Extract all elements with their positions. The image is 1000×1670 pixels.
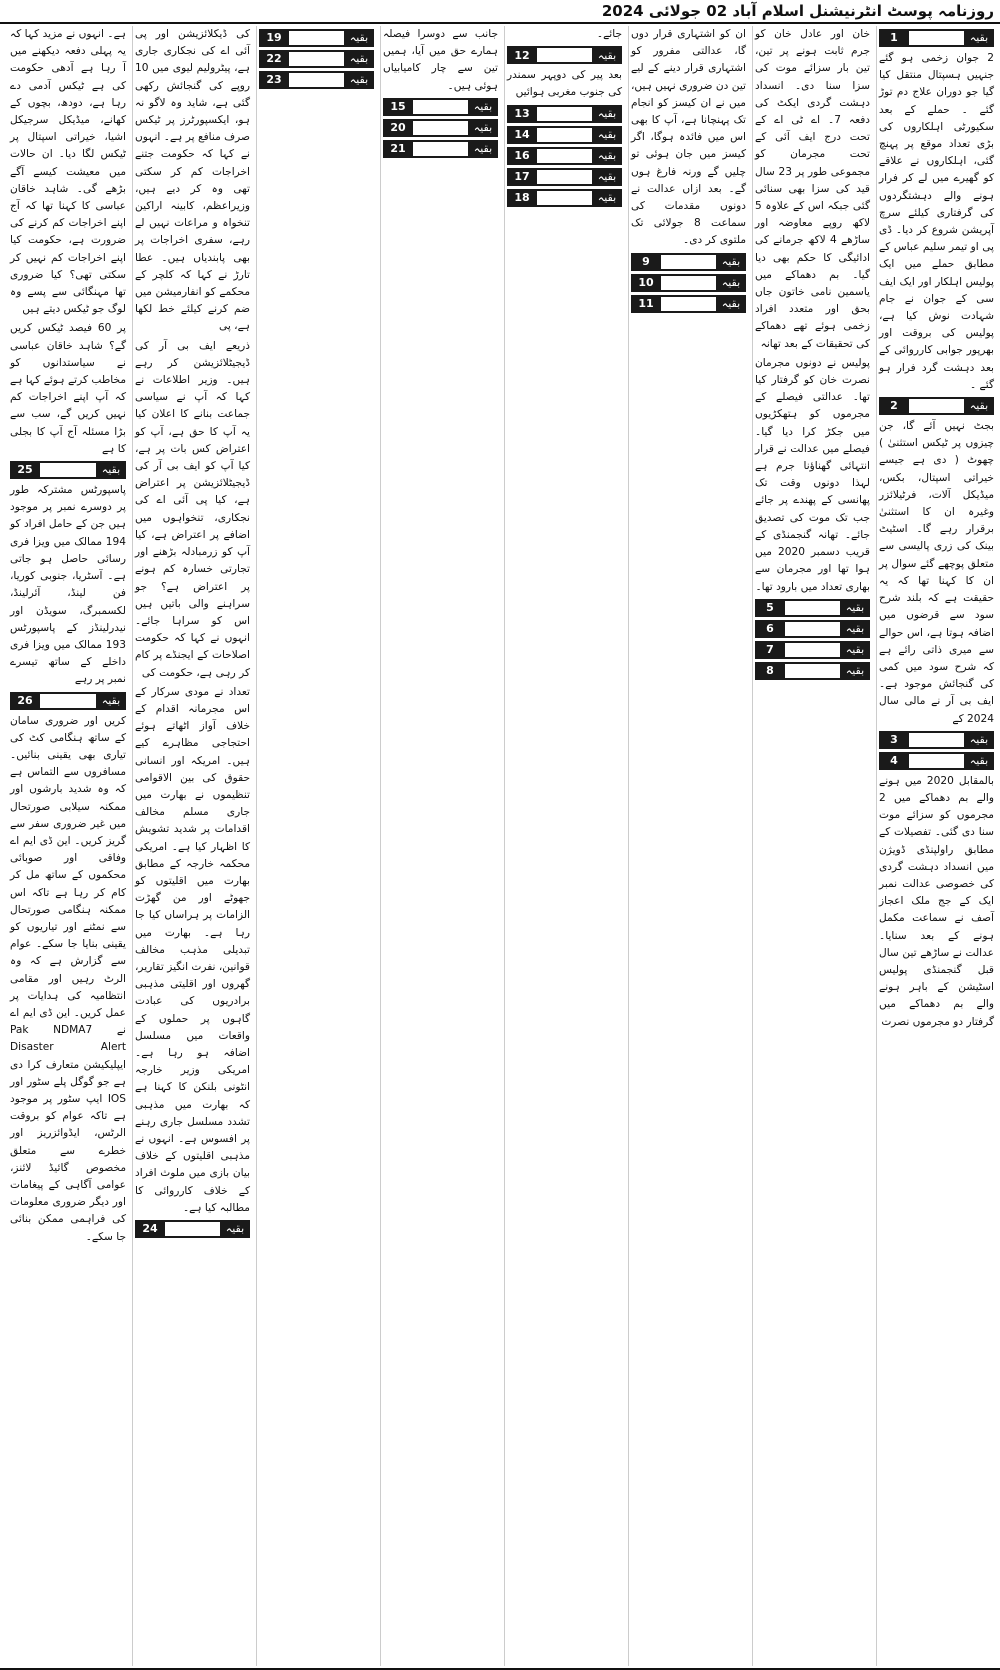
column xyxy=(752,26,872,1666)
continuation-number: 15 xyxy=(390,100,406,114)
continuation-label: بقیہ xyxy=(349,52,369,66)
continuation-label: بقیہ xyxy=(473,142,493,156)
article-text: ان کو اشتہاری قرار دوں گا، عدالتی مفرور کو اشتہاری قرار دینے کے لیے تین دن ضروری نہیں ہیں، میں نے ان کیسز کو انجام تک پہنچانا ہے، آپ کا بھی اس میں فائدہ ہوگا، اگر کیسز میں جان ہوئی تو چلیں گے ورنہ فارغ ہوں گے۔ بعد ازاں عدالت نے دونوں مقدمات کی سماعت 8 جولائی تک ملتوی کر دی۔ xyxy=(631,28,746,247)
continuation-number: 24 xyxy=(142,1222,158,1236)
continuation-box xyxy=(135,1220,250,1238)
box-blank xyxy=(413,142,468,156)
continuation-number: 3 xyxy=(890,733,898,747)
continuation-box xyxy=(507,189,622,207)
article-text: جانب سے دوسرا فیصلہ ہمارے حق میں آیا، ہمیں تین سے چار کامیابیاں ہوئی ہیں۔ xyxy=(383,28,498,92)
continuation-number: 9 xyxy=(642,255,650,269)
continuation-box xyxy=(879,397,994,415)
article-text: پولیس نے دونوں مجرمان نصرت خان کو گرفتار کیا تھا۔ عدالتی فیصلے کے مجرموں کو ہتھکڑیوں میں جکڑ کرا دیا گیا۔ فیصلے میں عدالت نے قرار انتہائی گھناؤنا جرم ہے لہذا دونوں وقت تک پھانسی کے پھندے پر جائے جب تک موت کی تصدیق جائے۔ تھانہ گنجمنڈی کے قریب دسمبر 2020 میں ہوا تھا اور مجرمان سے بھاری تعداد میں بارود تھا۔ xyxy=(755,356,870,593)
box-blank xyxy=(537,170,592,184)
continuation-label: بقیہ xyxy=(225,1222,245,1236)
continuation-number: 5 xyxy=(766,601,774,615)
continuation-number: 20 xyxy=(390,121,406,135)
column xyxy=(256,26,376,1666)
continuation-number: 22 xyxy=(266,52,282,66)
continuation-number: 7 xyxy=(766,643,774,657)
column xyxy=(876,26,996,1666)
continuation-box xyxy=(259,29,374,47)
article-text: تعداد نے مودی سرکار کے اس مجرمانہ اقدام کے خلاف آواز اٹھاتے ہوئے احتجاجی مظاہرے کیے ہیں۔ امریکہ اور انسانی حقوق کی بین الاقوامی تنظیموں نے بھارت میں جاری مسلم مخالف اقدامات پر شدید تشویش کا اظہار کیا ہے۔ امریکی محکمہ خارجہ کے مطابق بھارت میں اقلیتوں کو جھوٹے اور من گھڑت الزامات پر ہراساں کیا جا رہا ہے۔ بھارت میں تبدیلی مذہب مخالف قوانین، نفرت انگیز تقاریر، گھروں اور اقلیتی مذہبی برادریوں کی عبادت گاہوں پر حملوں کے واقعات میں مسلسل اضافہ ہو رہا ہے۔ امریکی وزیر خارجہ انٹونی بلنکن کا کہنا ہے کہ بھارت میں مذہبی تشدد مسلسل جاری رہنے پر افسوس ہے۔ انہوں نے مذہبی اقلیتوں کے خلاف بیان بازی میں ملوث افراد کے خلاف کارروائی کا مطالبہ کیا ہے۔ xyxy=(135,685,250,1214)
column xyxy=(504,26,624,1666)
masthead xyxy=(0,0,1000,24)
continuation-box xyxy=(879,731,994,749)
continuation-number: 10 xyxy=(638,276,654,290)
article-text: بعد پیر کی دوپہر سمندر کی جنوب مغربی ہوائیں xyxy=(507,69,622,99)
article-text: ذریعے ایف بی آر کی ڈیجیٹلائزیشن کر رہے ہیں۔ وزیر اطلاعات نے کہا کہ آپ نے سیاسی جماعت بنانے کا اعلان کیا یہ آپ کا حق ہے، آپ کو اعتراض کس بات پر ہے، کیا آپ کو ایف بی آر کی ڈیجیٹلائزیشن پر اعتراض ہے، کیا پی آئی اے کی نجکاری، تنخواہوں میں اضافے پر اعتراض ہے، کیا آپ کو زرمبادلہ بڑھنے اور تجارتی خسارہ کم ہونے پر اعتراض ہے؟ جو سراہنے والی باتیں ہیں اس کو سراہا جائے۔ انہوں نے کہا کہ حکومت اصلاحات کے ایجنڈے پر کام کر رہی ہے، حکومت کی xyxy=(135,339,250,679)
box-blank xyxy=(537,149,592,163)
continuation-label: بقیہ xyxy=(597,48,617,62)
continuation-label: بقیہ xyxy=(845,664,865,678)
continuation-box xyxy=(383,119,498,137)
continuation-label: بقیہ xyxy=(597,128,617,141)
continuation-box xyxy=(631,295,746,313)
continuation-number: 21 xyxy=(390,142,406,156)
continuation-label: بقیہ xyxy=(101,693,121,707)
box-blank xyxy=(413,100,468,114)
continuation-number: 18 xyxy=(514,191,530,204)
continuation-number: 25 xyxy=(17,463,33,477)
continuation-number: 11 xyxy=(638,297,654,311)
article-text: کی ڈیکلائزیشن اور پی آئی اے کی نجکاری جاری ہے، پیٹرولیم لیوی میں 10 روپے کی گنجائش رکھی گئی ہے، شاید وہ لاگو نہ ہو، ایکسپورٹرز پر ٹیکس صرف منافع پر ہے۔ انہوں نے کہا کہ حکومت جتنے اخراجات کم کر سکتی تھی وہ کر دیے ہیں، وزیراعظم، کابینہ اراکین تنخواہ و مراعات نہیں لے رہے، سفری اخراجات پر بھی پابندیاں ہیں۔ عطا تارڑ نے کہا کہ کلچر کے محکمے کو انفارمیشن میں ضم کرنے کیلئے خط لکھا ہے، پی xyxy=(135,28,250,333)
continuation-label: بقیہ xyxy=(597,191,617,204)
box-blank xyxy=(909,399,964,413)
box-blank xyxy=(40,694,96,708)
box-blank xyxy=(661,297,716,311)
article-text: بجٹ نہیں آئے گا، جن چیزوں پر ٹیکس استثنیٰ ) چھوٹ ( دی ہے جیسے خیراتی اسپتال، بکس، میڈیکل آلات، فرٹیلائزر وغیرہ ان کا استثنیٰ برقرار رہے گا۔ اسٹیٹ بینک کی زری پالیسی سے متعلق پوچھے گئے سوال پر ان کا کہنا تھا کہ یہ حقیقت ہے کہ بلند شرح سود سے قرضوں میں اضافہ ہوتا ہے، اس حوالے سے میری ذاتی رائے ہے کہ شرح سود میں کمی کی گنجائش موجود ہے۔ ایف بی آر نے مالی سال 2024 کے xyxy=(879,420,994,725)
continuation-box xyxy=(507,105,622,123)
box-blank xyxy=(909,733,964,747)
continuation-label: بقیہ xyxy=(845,601,865,615)
box-blank xyxy=(909,754,964,768)
continuation-label: بقیہ xyxy=(969,754,989,768)
article-text: پاسپورٹس مشترکہ طور پر دوسرے نمبر پر موجود ہیں جن کے حامل افراد کو 194 ممالک میں ویزا فری رسائی حاصل ہو جاتی ہے۔ آسٹریا، جنوبی کوریا، فن لینڈ، آئرلینڈ، لکسمبرگ، سویڈن اور نیدرلینڈز کے پاسپورٹس 193 ممالک میں ویزا فری داخلے کے ساتھ تیسرے نمبر پر رہے xyxy=(10,484,126,686)
box-blank xyxy=(289,31,344,45)
continuation-label: بقیہ xyxy=(721,276,741,290)
article-text: ہے۔ انہوں نے مزید کہا کہ یہ پہلی دفعہ دیکھنے میں آ رہا ہے آدھی حکومت کی ہے ٹیکس آدمی دے رہا ہے، دودھ، بچوں کے کھانے، میڈیکل سرجیکل اشیا، خیراتی اسپتال پر ٹیکس لگا دیا۔ ان حالات میں معیشت کیسے آگے بڑھے گی۔ شاہد خاقان عباسی کا کہنا تھا کہ آج اپنے اخراجات کم کرنے کی ضرورت ہے، حکومت کیا اپنے اخراجات کم نہیں کر سکتی تھی؟ کیا ضروری تھا مہنگائی سے پسے وہ لوگ جو ٹیکس دیتے ہیں xyxy=(10,28,126,316)
continuation-box xyxy=(631,274,746,292)
continuation-label: بقیہ xyxy=(969,733,989,747)
box-blank xyxy=(661,276,716,290)
article-text: جائے۔ xyxy=(596,28,622,40)
continuation-number: 23 xyxy=(266,73,282,87)
continuation-number: 19 xyxy=(266,31,282,45)
box-blank xyxy=(785,664,840,678)
continuation-box xyxy=(259,71,374,89)
continuation-number: 17 xyxy=(514,170,530,183)
column xyxy=(8,26,128,1666)
continuation-box xyxy=(10,692,126,710)
box-blank xyxy=(909,31,964,45)
continuation-box xyxy=(755,620,870,638)
continuation-label: بقیہ xyxy=(597,107,617,120)
continuation-label: بقیہ xyxy=(969,399,989,413)
continuation-number: 1 xyxy=(890,31,898,45)
continuation-box xyxy=(383,98,498,116)
continuation-label: بقیہ xyxy=(845,622,865,636)
continuation-number: 16 xyxy=(514,149,530,162)
box-blank xyxy=(661,255,716,269)
column xyxy=(132,26,252,1666)
continuation-label: بقیہ xyxy=(349,73,369,87)
column xyxy=(628,26,748,1666)
box-blank xyxy=(537,191,592,205)
continuation-label: بقیہ xyxy=(101,463,121,477)
continuation-box xyxy=(383,140,498,158)
continuation-box xyxy=(879,29,994,47)
continuation-box xyxy=(507,46,622,64)
continuation-label: بقیہ xyxy=(969,31,989,45)
continuation-box xyxy=(10,461,126,479)
continuation-label: بقیہ xyxy=(473,100,493,114)
continuation-box xyxy=(755,599,870,617)
continuation-box xyxy=(507,147,622,165)
columns-container xyxy=(4,26,996,1666)
box-blank xyxy=(785,601,840,615)
continuation-box xyxy=(631,253,746,271)
continuation-number: 8 xyxy=(766,664,774,678)
continuation-box xyxy=(879,752,994,770)
continuation-box xyxy=(507,126,622,144)
continuation-box xyxy=(507,168,622,186)
box-blank xyxy=(537,128,592,142)
article-text: بالمقابل 2020 میں ہونے والے بم دھماکے میں 2 مجرموں کو سزائے موت سنا دی گئی۔ تفصیلات کے مطابق راولپنڈی ڈویژن میں انسداد دہشت گردی کی خصوصی عدالت نمبر ایک کے جج ملک اعجاز آصف نے سماعت مکمل ہونے کے بعد سنایا۔ عدالت نے ساڑھے تین سال قبل گنجمنڈی پولیس اسٹیشن کے باہر ہونے والے بم دھماکے میں گرفتار دو مجرموں نصرت xyxy=(879,774,994,1028)
continuation-number: 12 xyxy=(514,48,530,62)
continuation-box xyxy=(755,662,870,680)
box-blank xyxy=(289,52,344,66)
continuation-number: 14 xyxy=(514,128,530,141)
continuation-label: بقیہ xyxy=(721,255,741,269)
newspaper-title: روزنامہ پوسٹ انٹرنیشنل اسلام آباد 02 جولائی 2024 xyxy=(601,2,994,20)
continuation-number: 26 xyxy=(17,693,33,707)
continuation-label: بقیہ xyxy=(597,149,617,162)
article-text: خان اور عادل خان کو جرم ثابت ہونے پر تین، تین بار سزائے موت کی سزا سنا دی۔ انسداد دہشت گردی ایکٹ کی دفعہ 7۔ اے ٹی اے کے تحت درج ایف آئی کے تحت مجرمان کو مجموعی طور پر 23 سال قید کی سزا بھی سنائی گئی جبکہ اس کے علاوہ 5 لاکھ روپے معاوضہ اور ساڑھے 4 لاکھ جرمانے کی ادائیگی کا حکم بھی دیا گیا۔ بم دھماکے میں یاسمین نامی خاتون جاں بحق اور متعدد افراد زخمی ہوئے تھے دھماکے کی تحقیقات کے بعد تھانہ xyxy=(755,28,871,350)
continuation-number: 2 xyxy=(890,399,898,413)
article-text: پر 60 فیصد ٹیکس کریں گے؟ شاہد خاقان عباسی نے سیاستدانوں کو مخاطب کرتے ہوئے کہا ہے کہ آپ اپنے اخراجات کم نہیں کریں گے، سب سے بڑا مسئلہ آج آپ کا بجلی کا ہے xyxy=(10,322,126,455)
continuation-label: بقیہ xyxy=(597,170,617,183)
continuation-box xyxy=(259,50,374,68)
continuation-box xyxy=(755,641,870,659)
box-blank xyxy=(785,643,840,657)
box-blank xyxy=(40,463,96,477)
column xyxy=(380,26,500,1666)
article-text: 2 جوان زخمی ہو گئے جنہیں ہسپتال منتقل کیا گیا جو دوران علاج دم توڑ گئے ۔ حملے کے بعد سکیورٹی اہلکاروں کی بڑی تعداد موقع پر پہنچ گئی، اہلکاروں نے علاقے کو گھیرے میں لے کر فرار ہونے والے دہشتگردوں کی گرفتاری کیلئے سرچ آپریشن شروع کر دیا۔ ڈی پی او تیمر سلیم عباس کے مطابق حملے میں ایک پولیس اہلکار اور ایک ایف سی کے جوان نے جام شہادت نوش کیا ہے، پولیس کی بروقت اور بھرپور جوابی کارروائی کے بعد دہشت گرد فرار ہو گئے ۔ xyxy=(879,52,994,391)
box-blank xyxy=(289,73,344,87)
continuation-label: بقیہ xyxy=(473,121,493,135)
continuation-label: بقیہ xyxy=(721,297,741,311)
box-blank xyxy=(785,622,840,636)
continuation-number: 4 xyxy=(890,754,898,768)
box-blank xyxy=(537,48,592,62)
continuation-label: بقیہ xyxy=(349,31,369,45)
box-blank xyxy=(537,107,592,121)
continuation-number: 13 xyxy=(514,107,530,120)
continuation-label: بقیہ xyxy=(845,643,865,657)
article-text: کریں اور ضروری سامان کے ساتھ ہنگامی کٹ کی تیاری بھی یقینی بنائیں۔ مسافروں سے التماس ہے کہ وہ شدید بارشوں اور ممکنہ سیلابی صورتحال میں غیر ضروری سفر سے گریز کریں۔ این ڈی ایم اے وفاقی اور صوبائی محکموں کے ساتھ مل کر کام کر رہا ہے تاکہ اس ممکنہ ہنگامی صورتحال سے نمٹنے اور تیاریوں کو یقینی بنایا جا سکے۔ عوام سے گزارش ہے کہ وہ الرٹ رہیں اور مقامی انتظامیہ کی ہدایات پر عمل کریں۔ این ڈی ایم اے نے Pak NDMA7 Disaster Alert ایپلیکیشن متعارف کرا دی ہے جو گوگل پلے سٹور اور IOS ایپ سٹور پر موجود ہے تاکہ عوام کو بروقت الرٹس، ایڈوائزریز اور خطرے سے متعلق مخصوص گائیڈ لائنز، عوامی آگاہی کے پیغامات اور دیگر ضروری معلومات کی فراہمی ممکن بنائی جا سکے۔ xyxy=(10,714,126,1243)
box-blank xyxy=(413,121,468,135)
box-blank xyxy=(165,1222,220,1236)
continuation-number: 6 xyxy=(766,622,774,636)
